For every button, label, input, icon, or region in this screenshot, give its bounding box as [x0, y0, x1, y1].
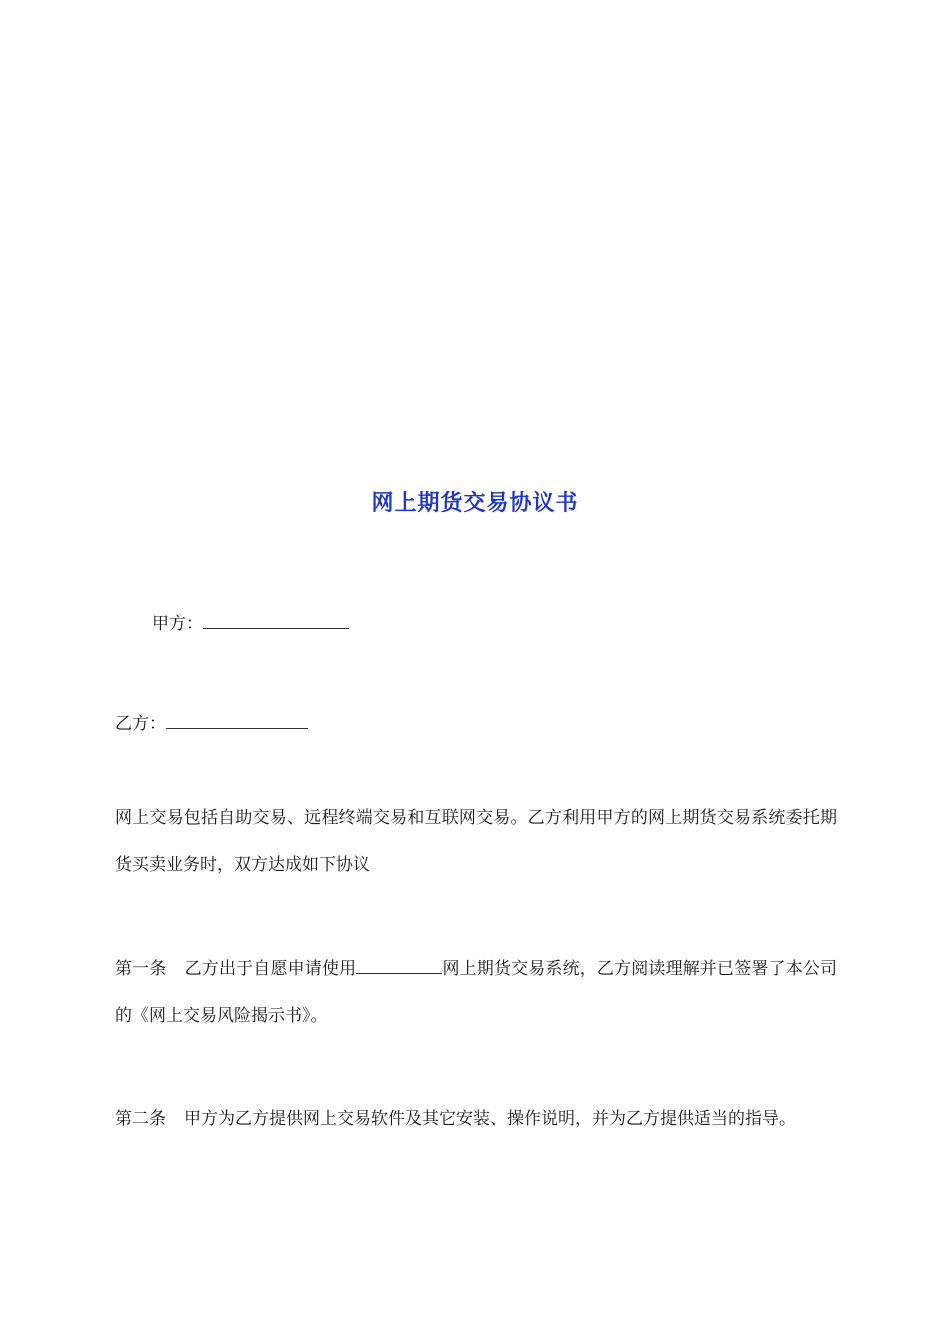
party-a-blank	[203, 610, 349, 629]
party-a-label: 甲方：	[152, 614, 203, 634]
article-1-paragraph	[115, 946, 837, 1040]
article-2-text: 甲方为乙方提供网上交易软件及其它安装、操作说明，并为乙方提供适当的指导。	[184, 1109, 796, 1129]
document-title: 网上期货交易协议书	[371, 490, 579, 516]
article-1-text-a: 乙方出于自愿申请使用	[184, 959, 357, 979]
intro-paragraph: 网上交易包括自助交易、远程终端交易和互联网交易。乙方利用甲方的网上期货交易系统委托期货买卖业务时，双方达成如下协议	[115, 808, 837, 875]
article-1-blank	[356, 955, 442, 974]
article-2-heading: 第二条	[115, 1109, 166, 1129]
party-b-blank	[166, 710, 308, 729]
party-b-label: 乙方：	[115, 714, 166, 734]
party-b-line	[115, 710, 308, 736]
article-1-heading: 第一条	[115, 959, 167, 979]
article-1-text-b: 网上期货交易系统，乙方阅读理解并已签署了本公司的《网上交易风险揭示书》。	[115, 959, 838, 1026]
article-2-paragraph	[115, 1096, 837, 1143]
party-a-line	[152, 610, 349, 636]
